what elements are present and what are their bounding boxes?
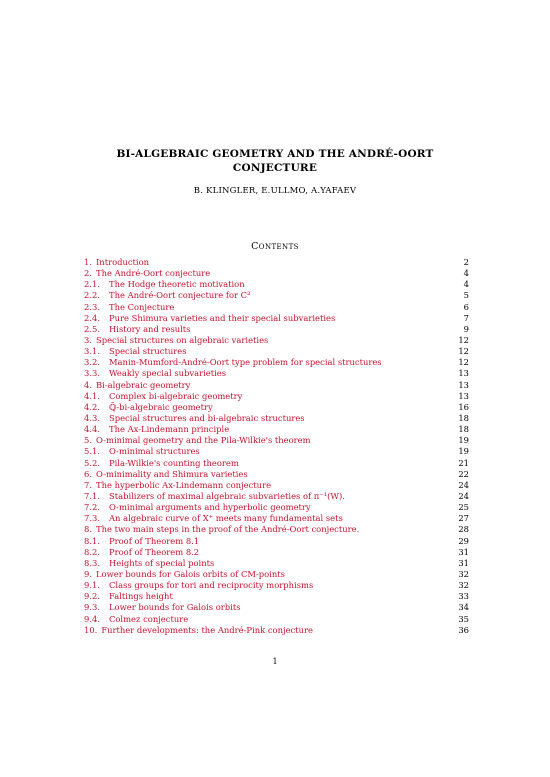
toc-entry-number[interactable]: 8.2. [84, 546, 100, 557]
toc-entry[interactable] [84, 335, 469, 346]
toc-entry-number[interactable]: 7.3. [84, 513, 100, 524]
toc-entry-page: 12 [458, 346, 469, 357]
toc-entry-page: 9 [463, 323, 469, 334]
toc-entry-number[interactable]: 2.4. [84, 312, 100, 323]
authors: B. KLINGLER, E.ULLMO, A.YAFAEV [193, 186, 357, 196]
toc-entry[interactable] [84, 357, 469, 368]
toc-entry[interactable] [84, 580, 469, 591]
toc-entry-number[interactable]: 4. [84, 379, 92, 390]
toc-entry-title[interactable]: Special structures and bi-algebraic structures [108, 412, 305, 423]
toc-entry[interactable] [84, 413, 469, 424]
toc-entry-title[interactable]: O-minimal geometry and the Pila-Wilkie's theorem [96, 435, 311, 446]
toc-entry[interactable] [84, 402, 469, 413]
toc-entry[interactable] [84, 602, 469, 613]
toc-entry-number[interactable]: 2.3. [84, 301, 100, 312]
toc-entry-title[interactable]: The Hodge theoretic motivation [108, 279, 245, 290]
toc-entry-title[interactable]: Proof of Theorem 8.1 [108, 535, 200, 546]
toc-entry-title[interactable]: Special structures [108, 346, 187, 357]
toc-entry-title[interactable]: Faltings height [108, 591, 173, 602]
toc-entry[interactable] [84, 313, 469, 324]
toc-entry-title[interactable]: Lower bounds for Galois orbits of CM-points [96, 568, 285, 579]
toc-entry-title[interactable]: Complex bi-algebraic geometry [108, 390, 243, 401]
toc-entry-page: 13 [458, 390, 469, 401]
toc-entry-number[interactable]: 7. [84, 479, 92, 490]
toc-entry-number[interactable]: 3.2. [84, 357, 100, 368]
title-line-2: CONJECTURE [232, 162, 318, 174]
toc-entry-number[interactable]: 9.4. [84, 613, 100, 624]
toc-entry[interactable] [84, 268, 469, 279]
toc-entry-number[interactable]: 2. [84, 268, 92, 279]
toc-entry[interactable] [84, 547, 469, 558]
toc-entry[interactable] [84, 513, 469, 524]
toc-entry-page: 19 [458, 435, 469, 446]
toc-entry-page: 36 [458, 624, 469, 635]
toc-entry-page: 4 [463, 279, 469, 290]
toc-entry-title[interactable]: The André-Oort conjecture [96, 268, 211, 279]
toc-entry-page: 31 [458, 557, 469, 568]
toc-entry[interactable] [84, 290, 469, 301]
toc-entry-number[interactable]: 7.2. [84, 502, 100, 513]
toc-entry-title[interactable]: History and results [108, 323, 191, 334]
toc-entry-number[interactable]: 5.2. [84, 457, 100, 468]
toc-entry-number[interactable]: 8.3. [84, 557, 100, 568]
toc-entry[interactable] [84, 380, 469, 391]
toc-entry[interactable] [84, 591, 469, 602]
toc-entry-title[interactable]: The two main steps in the proof of the André-Oort conjecture. [96, 524, 360, 535]
toc-entry-page: 29 [458, 535, 469, 546]
toc-entry-title[interactable]: O-minimal arguments and hyperbolic geometry [108, 502, 311, 513]
toc-entry-title[interactable]: Special structures on algebraic varieties [96, 334, 269, 345]
toc-entry-number[interactable]: 4.1. [84, 390, 100, 401]
toc-entry-number[interactable]: 3.1. [84, 346, 100, 357]
toc-entry-number[interactable]: 7.1. [84, 490, 100, 501]
toc-entry-page: 7 [463, 312, 469, 323]
toc-entry-page: 32 [458, 580, 469, 591]
toc-entry-title[interactable]: Pure Shimura varieties and their special subvarieties [108, 312, 336, 323]
toc-entry[interactable] [84, 491, 469, 502]
toc-entry-number[interactable]: 2.5. [84, 323, 100, 334]
toc-entry[interactable] [84, 625, 469, 636]
toc-entry-title[interactable]: Lower bounds for Galois orbits [108, 602, 241, 613]
toc-entry-number[interactable]: 9. [84, 568, 92, 579]
toc-entry[interactable] [84, 569, 469, 580]
toc-entry-number[interactable]: 10. [84, 624, 98, 635]
toc-entry-page: 28 [458, 524, 469, 535]
toc-entry-number[interactable]: 2.2. [84, 290, 100, 301]
title-line-1: BI-ALGEBRAIC GEOMETRY AND THE ANDRÉ-OORT [116, 148, 434, 160]
toc-entry-page: 16 [458, 401, 469, 412]
toc-entry-page: 18 [458, 412, 469, 423]
toc-entry-page: 2 [463, 257, 469, 267]
toc-entry-page: 5 [463, 290, 469, 301]
paper-title [60, 147, 490, 175]
toc-entry-page: 12 [458, 334, 469, 345]
toc-entry-title[interactable]: The Ax-Lindemann principle [108, 424, 230, 435]
toc-entry-title[interactable]: Heights of special points [108, 557, 215, 568]
toc-entry-title[interactable]: Proof of Theorem 8.2 [108, 546, 200, 557]
toc-entry[interactable] [84, 469, 469, 480]
toc-entry-title[interactable]: Weakly special subvarieties [108, 368, 227, 379]
toc-entry-page: 19 [458, 446, 469, 457]
toc-entry[interactable] [84, 480, 469, 491]
contents-heading: Contents [251, 241, 299, 252]
toc-entry-title[interactable]: Stabilizers of maximal algebraic subvarieties of π⁻¹(W). [108, 490, 345, 501]
toc-entry[interactable] [84, 302, 469, 313]
toc-entry-title[interactable]: The hyperbolic Ax-Lindemann conjecture [96, 479, 272, 490]
toc-entry-number[interactable]: 3.3. [84, 368, 100, 379]
toc-entry[interactable] [84, 446, 469, 457]
toc-entry-number[interactable]: 4.3. [84, 412, 100, 423]
toc-entry-page: 32 [458, 568, 469, 579]
toc-entry-title[interactable]: The Conjecture [108, 301, 175, 312]
toc-entry-title[interactable]: Manin-Mumford-André-Oort type problem for special structures [108, 357, 382, 368]
toc-entry-page: 24 [458, 479, 469, 490]
toc-entry[interactable] [84, 435, 469, 446]
toc-entry[interactable] [84, 502, 469, 513]
toc-entry-number[interactable]: 4.4. [84, 424, 100, 435]
toc-entry-title[interactable]: O-minimal structures [108, 446, 200, 457]
toc-entry-page: 12 [458, 357, 469, 368]
toc-entry-number[interactable]: 5.1. [84, 446, 100, 457]
toc-entry-number[interactable]: 5. [84, 435, 92, 446]
toc-entry-number[interactable]: 3. [84, 334, 92, 345]
toc-entry[interactable] [84, 458, 469, 469]
toc-entry-page: 34 [458, 602, 469, 613]
toc-entry-page: 22 [458, 468, 469, 479]
toc-entry-title[interactable]: Introduction [96, 257, 150, 267]
toc-entry-number[interactable]: 9.2. [84, 591, 100, 602]
toc-entry-title[interactable]: ℚ̄-bi-algebraic geometry [108, 401, 213, 412]
toc-entry-number[interactable]: 9.1. [84, 580, 100, 591]
toc-entry-page: 33 [458, 591, 469, 602]
toc-entry-title[interactable]: The André-Oort conjecture for C² [108, 290, 251, 301]
toc-entry-number[interactable]: 9.3. [84, 602, 100, 613]
toc-entry-page: 18 [458, 424, 469, 435]
toc-entry-title[interactable]: Bi-algebraic geometry [96, 379, 191, 390]
toc-entry[interactable] [84, 368, 469, 379]
toc-entry[interactable] [84, 391, 469, 402]
toc-entry-page: 6 [463, 301, 469, 312]
toc-entry-page: 27 [458, 513, 469, 524]
toc-entry[interactable] [84, 614, 469, 625]
toc-entry-title[interactable]: Further developments: the André-Pink conjecture [101, 624, 313, 635]
toc-entry[interactable] [84, 558, 469, 569]
toc-entry-page: 13 [458, 379, 469, 390]
toc-entry-title[interactable]: Pila-Wilkie's counting theorem [108, 457, 239, 468]
toc-entry[interactable] [84, 257, 469, 268]
table-of-contents [84, 257, 469, 636]
toc-entry-page: 31 [458, 546, 469, 557]
toc-entry[interactable] [84, 524, 469, 535]
toc-entry-title[interactable]: O-minimality and Shimura varieties [96, 468, 248, 479]
toc-entry-number[interactable]: 8. [84, 524, 92, 535]
toc-entry-page: 21 [458, 457, 469, 468]
toc-entry-page: 24 [458, 490, 469, 501]
toc-entry-number[interactable]: 6. [84, 468, 92, 479]
toc-entry-number[interactable]: 2.1. [84, 279, 100, 290]
toc-entry[interactable] [84, 279, 469, 290]
toc-entry[interactable] [84, 346, 469, 357]
toc-entry-number[interactable]: 4.2. [84, 401, 100, 412]
toc-entry-title[interactable]: Class groups for tori and reciprocity morphisms [108, 580, 314, 591]
toc-entry-page: 4 [463, 268, 469, 279]
toc-entry-number[interactable]: 1. [84, 257, 92, 267]
toc-entry[interactable] [84, 324, 469, 335]
toc-entry[interactable] [84, 536, 469, 547]
toc-entry-page: 13 [458, 368, 469, 379]
page-number: 1 [272, 657, 278, 666]
toc-entry-page: 25 [458, 502, 469, 513]
toc-entry-number[interactable]: 8.1. [84, 535, 100, 546]
toc-entry-title[interactable]: Colmez conjecture [108, 613, 189, 624]
toc-entry-title[interactable]: An algebraic curve of X⁺ meets many fundamental sets [108, 513, 343, 524]
toc-entry-page: 35 [458, 613, 469, 624]
toc-entry[interactable] [84, 424, 469, 435]
